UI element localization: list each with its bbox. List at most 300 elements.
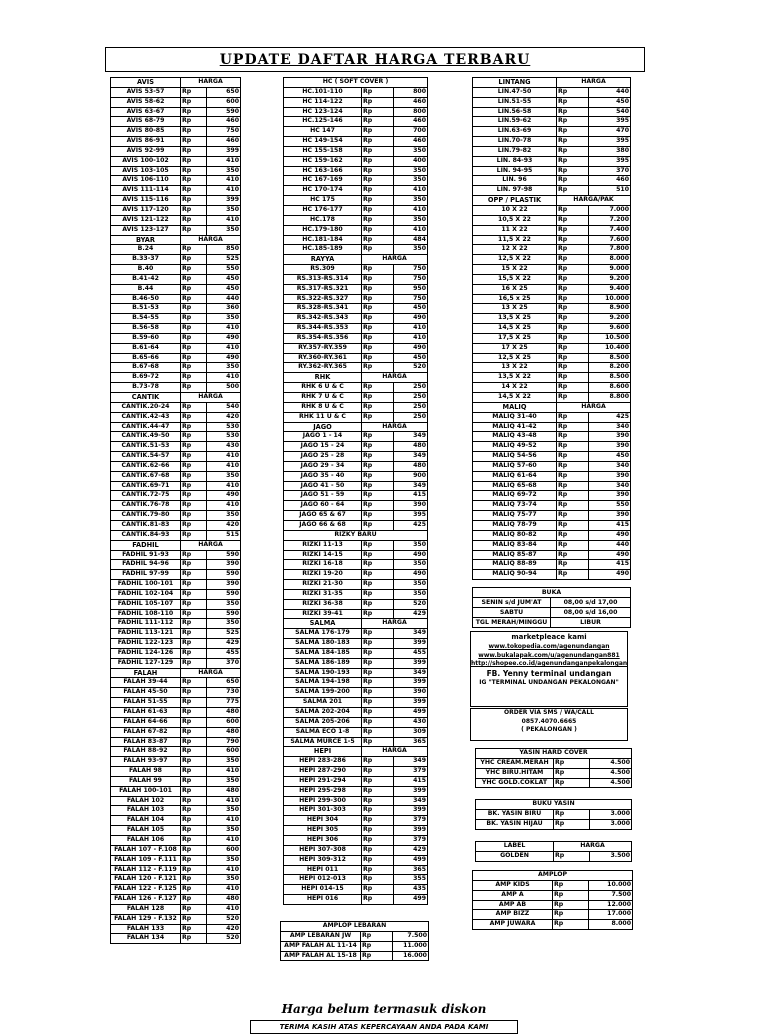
- price: 480: [207, 895, 241, 905]
- item-name: MALIQ 88-89: [473, 560, 557, 570]
- item-name: MALIQ 73-74: [473, 501, 557, 511]
- table-row: [473, 598, 631, 608]
- item-name: AMP FALAH AL 11-14: [281, 941, 361, 951]
- table-row: [111, 294, 241, 304]
- price: 410: [207, 835, 241, 845]
- table-row: [111, 87, 241, 97]
- currency: Rp: [557, 137, 589, 147]
- currency: Rp: [181, 580, 207, 590]
- table-row: [284, 363, 428, 373]
- table-row: [111, 629, 241, 639]
- marketplace-link[interactable]: www.tokopedia.com/agenundangan: [488, 643, 610, 650]
- table-row: [111, 698, 241, 708]
- price: 350: [394, 166, 428, 176]
- price: 16.000: [393, 951, 429, 961]
- price: 410: [394, 186, 428, 196]
- currency: Rp: [181, 127, 207, 137]
- item-name: AVIS 63-67: [111, 107, 181, 117]
- item-name: MALIQ 43-48: [473, 432, 557, 442]
- currency: Rp: [362, 304, 394, 314]
- currency: Rp: [181, 688, 207, 698]
- price: 370: [207, 658, 241, 668]
- table-row: [473, 481, 631, 491]
- table-row: [111, 353, 241, 363]
- item-name: LIN.47-50: [473, 87, 557, 97]
- price: 399: [394, 698, 428, 708]
- item-name: FALAH 67-82: [111, 727, 181, 737]
- item-name: 16 X 25: [473, 284, 557, 294]
- currency: Rp: [557, 383, 589, 393]
- price: 800: [394, 107, 428, 117]
- price: 399: [207, 146, 241, 156]
- price: 410: [207, 186, 241, 196]
- price: 500: [207, 383, 241, 393]
- price: 520: [207, 914, 241, 924]
- price: 350: [207, 806, 241, 816]
- table-row: [473, 353, 631, 363]
- currency: Rp: [557, 87, 589, 97]
- price: 350: [207, 363, 241, 373]
- table-row: [111, 550, 241, 560]
- price: 484: [394, 235, 428, 245]
- table-row: [111, 452, 241, 462]
- price-header: HARGA: [362, 255, 428, 265]
- yasin-hc-table: [475, 748, 632, 788]
- currency: Rp: [181, 885, 207, 895]
- item-name: RS.328-RS.341: [284, 304, 362, 314]
- item-name: FALAH 93-97: [111, 757, 181, 767]
- hours: 08,00 s/d 16,00: [551, 608, 631, 618]
- item-name: B.59-60: [111, 333, 181, 343]
- section-header: [111, 540, 241, 550]
- table-row: [111, 412, 241, 422]
- table-row: [111, 580, 241, 590]
- currency: Rp: [181, 324, 207, 334]
- currency: Rp: [554, 809, 590, 819]
- price: 340: [589, 422, 631, 432]
- currency: Rp: [362, 550, 394, 560]
- table-row: [111, 767, 241, 777]
- table-row: [284, 146, 428, 156]
- currency: Rp: [181, 530, 207, 540]
- table-row: [111, 97, 241, 107]
- price: 750: [207, 127, 241, 137]
- item-name: FADHIL 111-112: [111, 619, 181, 629]
- price: 450: [394, 353, 428, 363]
- marketplace-link[interactable]: www.bukalapak.com/u/agenundangan881: [478, 651, 620, 659]
- table-row: [111, 442, 241, 452]
- table-row: [111, 796, 241, 806]
- table-row: [473, 265, 631, 275]
- item-name: LIN. 97-98: [473, 186, 557, 196]
- price: 425: [589, 412, 631, 422]
- item-name: JAGO 1 - 14: [284, 432, 362, 442]
- order-city: ( PEKALONGAN ): [521, 726, 577, 733]
- price-header: HARGA: [181, 540, 241, 550]
- price: 900: [394, 471, 428, 481]
- currency: Rp: [362, 875, 394, 885]
- amplop-title: AMPLOP: [473, 871, 633, 881]
- table-row: [111, 934, 241, 944]
- price: 350: [207, 314, 241, 324]
- table-row: [111, 186, 241, 196]
- price: 7.400: [589, 225, 631, 235]
- table-row: [284, 629, 428, 639]
- item-name: HEPI 014-15: [284, 885, 362, 895]
- item-name: FALAH 102: [111, 796, 181, 806]
- price-header: HARGA: [181, 393, 241, 403]
- currency: Rp: [362, 668, 394, 678]
- item-name: AVIS 53-57: [111, 87, 181, 97]
- item-name: FALAH 105: [111, 826, 181, 836]
- currency: Rp: [362, 491, 394, 501]
- currency: Rp: [557, 471, 589, 481]
- currency: Rp: [181, 904, 207, 914]
- price: 490: [394, 550, 428, 560]
- item-name: RS.344-RS.353: [284, 324, 362, 334]
- currency: Rp: [362, 245, 394, 255]
- item-name: SALMA 194-198: [284, 678, 362, 688]
- label-block: [475, 841, 632, 862]
- table-row: [284, 599, 428, 609]
- table-row: [473, 363, 631, 373]
- price: 395: [589, 137, 631, 147]
- price: 435: [394, 885, 428, 895]
- currency: Rp: [362, 265, 394, 275]
- price: 8.000: [589, 920, 633, 930]
- price: 450: [394, 304, 428, 314]
- item-name: HEPI 301-303: [284, 806, 362, 816]
- item-name: BK. YASIN HIJAU: [476, 819, 554, 829]
- table-row: [111, 205, 241, 215]
- item-name: HC 167-169: [284, 176, 362, 186]
- table-row: [284, 648, 428, 658]
- item-name: FADHIL 91-93: [111, 550, 181, 560]
- price: 7.500: [393, 931, 429, 941]
- item-name: SALMA 186-189: [284, 658, 362, 668]
- price: 480: [207, 786, 241, 796]
- price: 410: [394, 225, 428, 235]
- table-row: [111, 639, 241, 649]
- table-row: [473, 205, 631, 215]
- item-name: AVIS 86-91: [111, 137, 181, 147]
- price: 400: [394, 156, 428, 166]
- item-name: CANTIK.69-71: [111, 481, 181, 491]
- price: 350: [207, 776, 241, 786]
- table-row: [284, 609, 428, 619]
- section-title: RHK: [284, 373, 362, 383]
- price: 350: [207, 205, 241, 215]
- price: 460: [394, 97, 428, 107]
- table-row: [284, 461, 428, 471]
- price: 775: [207, 698, 241, 708]
- currency: Rp: [181, 225, 207, 235]
- price: 350: [207, 757, 241, 767]
- price: 7.000: [589, 205, 631, 215]
- thanks-note: TERIMA KASIH ATAS KEPERCAYAAN ANDA PADA KAMI: [250, 1020, 518, 1034]
- price: 9.600: [589, 324, 631, 334]
- currency: Rp: [557, 107, 589, 117]
- table-row: [284, 205, 428, 215]
- item-name: FADHIL 102-104: [111, 589, 181, 599]
- currency: Rp: [362, 540, 394, 550]
- price: 600: [207, 97, 241, 107]
- item-name: HC.125-146: [284, 117, 362, 127]
- item-name: AVIS 100-102: [111, 156, 181, 166]
- item-name: B.40: [111, 265, 181, 275]
- table-row: [473, 294, 631, 304]
- price: 9.000: [589, 265, 631, 275]
- table-row: [284, 107, 428, 117]
- section-header: [284, 747, 428, 757]
- table-row: [111, 845, 241, 855]
- order-title: ORDER VIA SMS / WA/CALL: [504, 709, 594, 716]
- item-name: FALAH 104: [111, 816, 181, 826]
- currency: Rp: [181, 806, 207, 816]
- currency: Rp: [362, 717, 394, 727]
- item-name: AVIS 115-116: [111, 196, 181, 206]
- label-table: [475, 841, 632, 862]
- table-row: [111, 422, 241, 432]
- table-row: [284, 580, 428, 590]
- buku-yasin-table: [475, 799, 632, 830]
- table-row: [111, 383, 241, 393]
- table-row: [473, 442, 631, 452]
- price: 410: [207, 796, 241, 806]
- item-name: RHK 7 U & C: [284, 393, 362, 403]
- table-row: [473, 422, 631, 432]
- currency: Rp: [557, 422, 589, 432]
- currency: Rp: [362, 205, 394, 215]
- item-name: JAGO 41 - 50: [284, 481, 362, 491]
- table-row: [284, 776, 428, 786]
- table-row: [111, 245, 241, 255]
- table-row: [284, 570, 428, 580]
- price: 410: [207, 885, 241, 895]
- item-name: RS.313-RS.314: [284, 274, 362, 284]
- price: 250: [394, 393, 428, 403]
- item-name: B.54-55: [111, 314, 181, 324]
- price-header: HARGA: [557, 78, 631, 88]
- price: 309: [394, 727, 428, 737]
- currency: Rp: [181, 708, 207, 718]
- currency: Rp: [362, 127, 394, 137]
- item-name: FALAH 64-66: [111, 717, 181, 727]
- table-row: [473, 910, 633, 920]
- price-header: HARGA: [362, 373, 428, 383]
- price: 460: [207, 117, 241, 127]
- item-name: 15 X 22: [473, 265, 557, 275]
- table-row: [111, 786, 241, 796]
- table-row: [284, 835, 428, 845]
- currency: Rp: [181, 599, 207, 609]
- item-name: RIZKI 31-35: [284, 589, 362, 599]
- item-name: HEPI 011: [284, 865, 362, 875]
- item-name: FALAH 100-101: [111, 786, 181, 796]
- table-row: [111, 146, 241, 156]
- currency: Rp: [181, 461, 207, 471]
- price: 520: [394, 599, 428, 609]
- table-row: [284, 589, 428, 599]
- table-row: [473, 540, 631, 550]
- item-name: B.44: [111, 284, 181, 294]
- item-name: AVIS 111-114: [111, 186, 181, 196]
- price: 390: [207, 580, 241, 590]
- item-name: LIN.70-78: [473, 137, 557, 147]
- table-row: [111, 708, 241, 718]
- table-row: [111, 599, 241, 609]
- table-row: [111, 737, 241, 747]
- price: 800: [394, 87, 428, 97]
- price: 550: [207, 265, 241, 275]
- price: 415: [589, 520, 631, 530]
- table-row: [473, 890, 633, 900]
- price: 8.600: [589, 383, 631, 393]
- table-row: [111, 255, 241, 265]
- item-name: HC 123-124: [284, 107, 362, 117]
- table-row: [473, 284, 631, 294]
- currency: Rp: [362, 235, 394, 245]
- instagram-label: IG "TERMINAL UNDANGAN PEKALONGAN": [479, 678, 619, 686]
- currency: Rp: [362, 609, 394, 619]
- item-name: FADHIL 97-99: [111, 570, 181, 580]
- price: 430: [394, 717, 428, 727]
- price: 390: [589, 511, 631, 521]
- item-name: MALIQ 80-82: [473, 530, 557, 540]
- section-header: [111, 668, 241, 678]
- price: 395: [589, 156, 631, 166]
- currency: Rp: [181, 442, 207, 452]
- currency: Rp: [557, 501, 589, 511]
- section-title: LINTANG: [473, 78, 557, 88]
- item-name: CANTIK.49-50: [111, 432, 181, 442]
- section-header: [284, 78, 428, 88]
- currency: Rp: [557, 235, 589, 245]
- table-row: [111, 225, 241, 235]
- currency: Rp: [557, 570, 589, 580]
- price: 250: [394, 412, 428, 422]
- price: 540: [207, 402, 241, 412]
- currency: Rp: [181, 639, 207, 649]
- price: 250: [394, 402, 428, 412]
- currency: Rp: [181, 314, 207, 324]
- currency: Rp: [362, 324, 394, 334]
- table-row: [111, 619, 241, 629]
- item-name: FALAH 98: [111, 767, 181, 777]
- item-name: LIN.59-62: [473, 117, 557, 127]
- table-row: [284, 304, 428, 314]
- price: 410: [207, 452, 241, 462]
- table-row: [473, 373, 631, 383]
- price: 410: [207, 865, 241, 875]
- price-column-2: [283, 77, 428, 905]
- price: 490: [207, 333, 241, 343]
- currency: Rp: [362, 796, 394, 806]
- item-name: LIN. 94-95: [473, 166, 557, 176]
- price: 349: [394, 796, 428, 806]
- currency: Rp: [181, 875, 207, 885]
- price: 17.000: [589, 910, 633, 920]
- currency: Rp: [553, 890, 589, 900]
- currency: Rp: [554, 851, 590, 861]
- currency: Rp: [362, 471, 394, 481]
- currency: Rp: [181, 117, 207, 127]
- price: 460: [394, 117, 428, 127]
- item-name: FADHIL 127-129: [111, 658, 181, 668]
- currency: Rp: [181, 737, 207, 747]
- table-row: [284, 196, 428, 206]
- item-name: JAGO 60 - 64: [284, 501, 362, 511]
- table-row: [284, 658, 428, 668]
- item-name: FADHIL 108-110: [111, 609, 181, 619]
- item-name: HC 155-158: [284, 146, 362, 156]
- item-name: MALIQ 57-60: [473, 461, 557, 471]
- item-name: HC.179-180: [284, 225, 362, 235]
- currency: Rp: [557, 393, 589, 403]
- price: 350: [207, 875, 241, 885]
- item-name: JAGO 29 - 34: [284, 461, 362, 471]
- item-name: RIZKI 21-30: [284, 580, 362, 590]
- item-name: B.65-66: [111, 353, 181, 363]
- currency: Rp: [181, 934, 207, 944]
- day: TGL MERAH/MINGGU: [473, 618, 551, 628]
- table-row: [473, 461, 631, 471]
- currency: Rp: [181, 284, 207, 294]
- currency: Rp: [557, 442, 589, 452]
- item-name: MALIQ 85-87: [473, 550, 557, 560]
- item-name: RY.360-RY.361: [284, 353, 362, 363]
- currency: Rp: [181, 826, 207, 836]
- price: 340: [589, 461, 631, 471]
- table-row: [284, 294, 428, 304]
- currency: Rp: [181, 796, 207, 806]
- order-card: [470, 708, 628, 741]
- item-name: HC 114-122: [284, 97, 362, 107]
- currency: Rp: [362, 835, 394, 845]
- currency: Rp: [557, 343, 589, 353]
- item-name: HC.185-189: [284, 245, 362, 255]
- table-row: [284, 885, 428, 895]
- price: 8.200: [589, 363, 631, 373]
- price: 395: [589, 117, 631, 127]
- section-title: AVIS: [111, 78, 181, 88]
- buku-yasin-block: [475, 799, 632, 830]
- price: 429: [394, 609, 428, 619]
- table-row: [111, 560, 241, 570]
- price: 490: [589, 570, 631, 580]
- item-name: AVIS 106-110: [111, 176, 181, 186]
- item-name: MALIQ 75-77: [473, 511, 557, 521]
- currency: Rp: [362, 698, 394, 708]
- table-row: [284, 156, 428, 166]
- currency: Rp: [181, 452, 207, 462]
- price: 470: [589, 127, 631, 137]
- currency: Rp: [362, 520, 394, 530]
- item-name: FALAH 112 - F.119: [111, 865, 181, 875]
- item-name: 11 X 22: [473, 225, 557, 235]
- table-row: [111, 924, 241, 934]
- table-row: [473, 920, 633, 930]
- item-name: RS.317-RS.321: [284, 284, 362, 294]
- table-row: [111, 324, 241, 334]
- price: 410: [207, 373, 241, 383]
- table-row: [284, 826, 428, 836]
- price: 10.500: [589, 333, 631, 343]
- marketplace-link[interactable]: http://shopee.co.id/agenundanganpekalongan: [471, 660, 627, 667]
- item-name: HEPI 307-308: [284, 845, 362, 855]
- item-name: AMP A: [473, 890, 553, 900]
- currency: Rp: [362, 137, 394, 147]
